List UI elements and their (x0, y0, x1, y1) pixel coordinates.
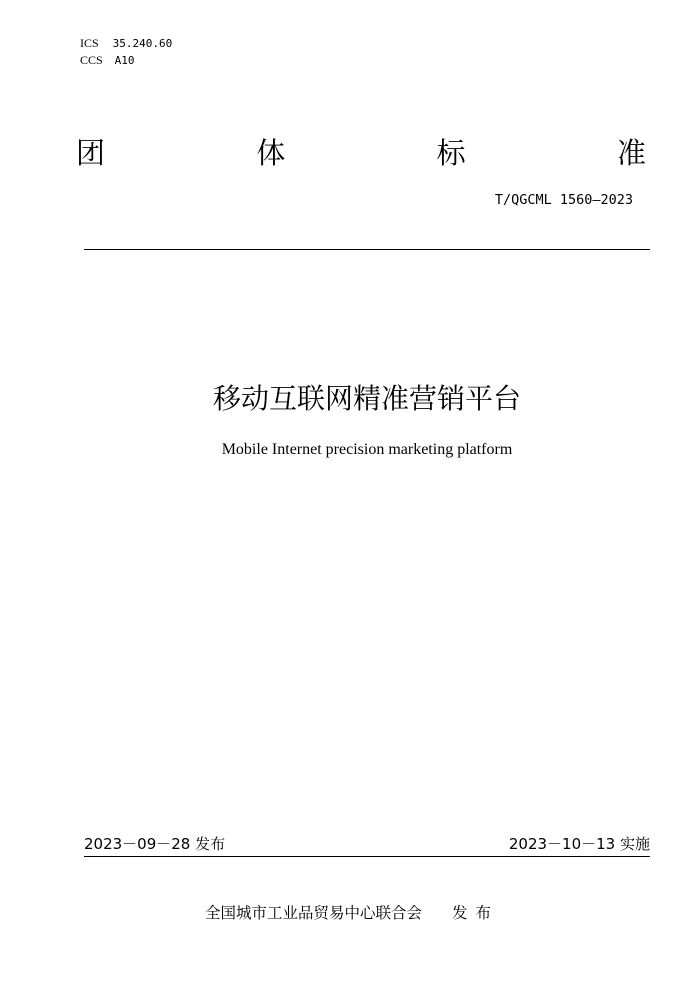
ccs-line (80, 53, 135, 68)
ccs-value: A10 (114, 54, 135, 67)
standard-type-heading (76, 136, 646, 170)
ics-line (80, 36, 172, 51)
document-title-chinese: 移动互联网精准营销平台 (212, 382, 521, 415)
issuer-name: 全国城市工业品贸易中心联合会 (205, 904, 423, 922)
standard-type-char: 准 (616, 136, 646, 170)
issuer-line (205, 903, 499, 923)
header-divider (84, 249, 650, 250)
standard-type-char: 团 (76, 136, 106, 170)
standard-type-char: 体 (256, 136, 286, 170)
ics-value: 35.240.60 (112, 37, 173, 50)
implement-date: 2023－10－13 实施 (508, 835, 650, 853)
document-title-english: Mobile Internet precision marketing platform (221, 441, 513, 458)
ccs-label: CCS (80, 53, 103, 67)
ics-label: ICS (80, 36, 99, 50)
publish-date: 2023－09－28 发布 (84, 835, 226, 853)
standard-type-char: 标 (436, 136, 466, 170)
footer-divider (84, 856, 650, 857)
issuer-action: 发布 (452, 904, 500, 922)
standard-code: T/QGCML 1560—2023 (494, 192, 633, 208)
